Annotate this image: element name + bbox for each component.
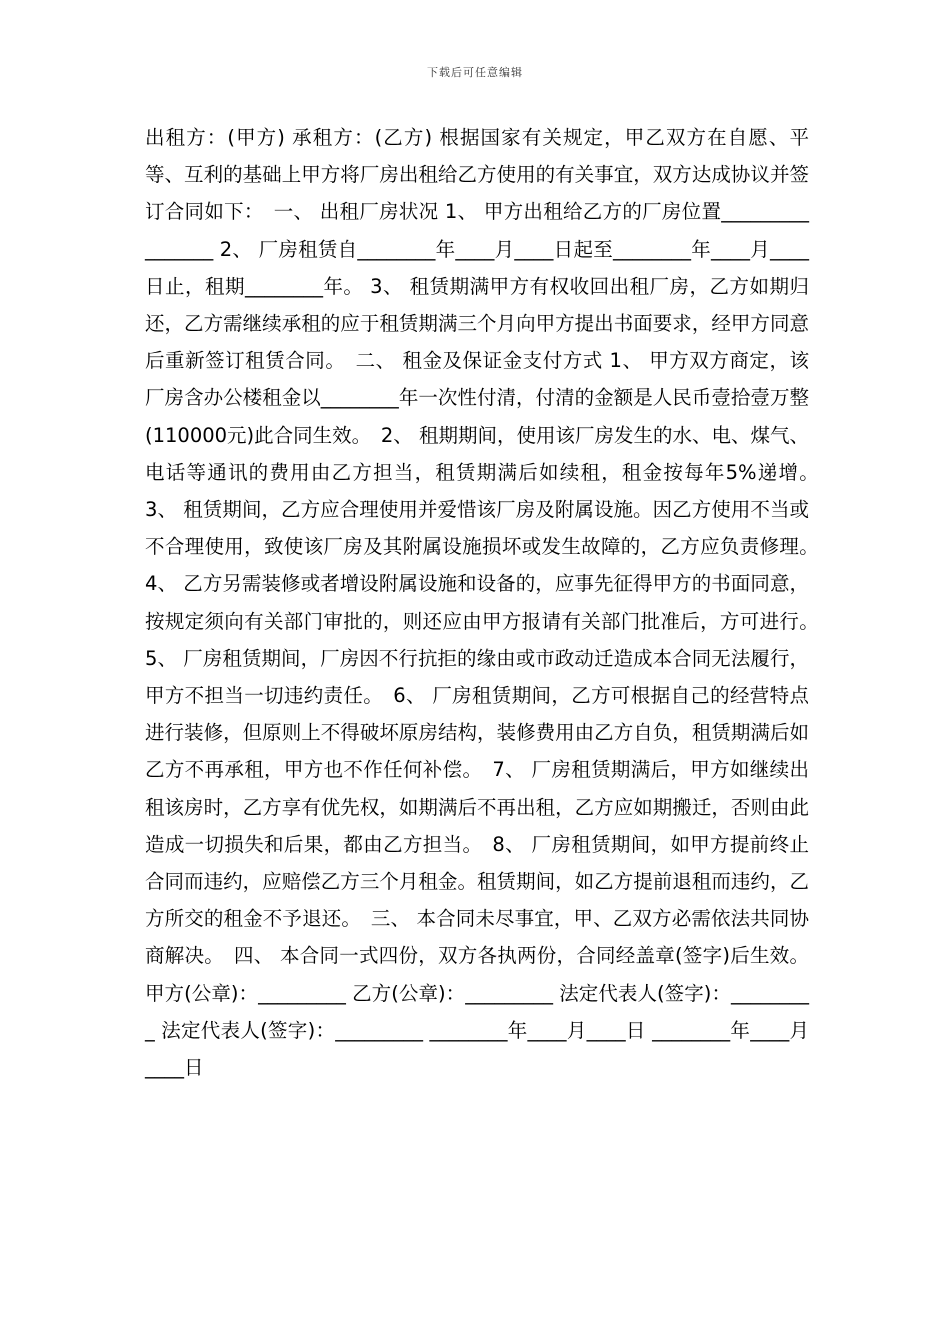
page-header: 下载后可任意编辑: [427, 66, 523, 79]
contract-body-text: 出租方：(甲方) 承租方：(乙方) 根据国家有关规定，甲乙双方在自愿、平等、互利的基础上甲方将厂房出租给乙方使用的有关事宜，双方达成协议并签订合同如下： 一、 出租厂房状况 1、 甲方出租给乙方的厂房位置________________ 2、 厂房租赁自________年____月____日起至________年____月____日止，租期________年。 3、 租赁期满甲方有权收回出租厂房，乙方如期归还，乙方需继续承租的应于租赁期满三个月向甲方提出书面要求，经甲方同意后重新签订租赁合同。 二、 租金及保证金支付方式 1、 甲方双方商定，该厂房含办公楼租金以________年一次性付清，付清的金额是人民币壹拾壹万整(110000元)此合同生效。 2、 租期期间，使用该厂房发生的水、电、煤气、电话等通讯的费用由乙方担当，租赁期满后如续租，租金按每年5%递增。 3、 租赁期间，乙方应合理使用并爱惜该厂房及附属设施。因乙方使用不当或不合理使用，致使该厂房及其附属设施损坏或发生故障的，乙方应负责修理。 4、 乙方另需装修或者增设附属设施和设备的，应事先征得甲方的书面同意，按规定须向有关部门审批的，则还应由甲方报请有关部门批准后，方可进行。 5、 厂房租赁期间，厂房因不行抗拒的缘由或市政动迁造成本合同无法履行，甲方不担当一切违约责任。 6、 厂房租赁期间，乙方可根据自己的经营特点进行装修，但原则上不得破坏原房结构，装修费用由乙方自负，租赁期满后如乙方不再承租，甲方也不作任何补偿。 7、 厂房租赁期满后，甲方如继续出租该房时，乙方享有优先权，如期满后不再出租，乙方应如期搬迁，否则由此造成一切损失和后果，都由乙方担当。 8、 厂房租赁期间，如甲方提前终止合同而违约，应赔偿乙方三个月租金。租赁期间，如乙方提前退租而违约，乙方所交的租金不予退还。 三、 本合同未尽事宜，甲、乙双方必需依法共同协商解决。 四、 本合同一式四份，双方各执两份，合同经盖章(签字)后生效。 甲方(公章)：_________ 乙方(公章)：_________ 法定代表人(签字)：_________ 法定代表人(签字)：_________ ________年____月____日 ________年____月____日: [145, 126, 829, 1080]
